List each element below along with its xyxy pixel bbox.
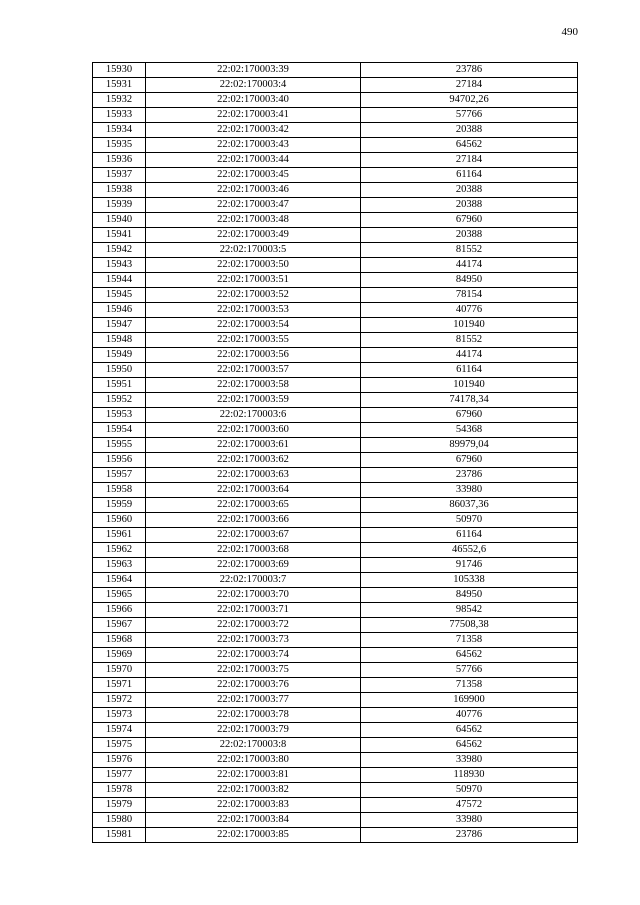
value-cell: 67960 <box>361 213 578 228</box>
row-number-cell: 15936 <box>93 153 146 168</box>
table-row <box>93 768 578 783</box>
value-cell: 47572 <box>361 798 578 813</box>
cadastral-number-cell: 22:02:170003:67 <box>146 528 361 543</box>
table-row <box>93 288 578 303</box>
cadastral-number-cell: 22:02:170003:46 <box>146 183 361 198</box>
cadastral-number-cell: 22:02:170003:83 <box>146 798 361 813</box>
value-cell: 33980 <box>361 753 578 768</box>
cadastral-number-cell: 22:02:170003:80 <box>146 753 361 768</box>
table-row <box>93 168 578 183</box>
value-cell: 81552 <box>361 333 578 348</box>
cadastral-number-cell: 22:02:170003:82 <box>146 783 361 798</box>
row-number-cell: 15952 <box>93 393 146 408</box>
table-row <box>93 468 578 483</box>
table-row <box>93 138 578 153</box>
table-row <box>93 528 578 543</box>
cadastral-number-cell: 22:02:170003:51 <box>146 273 361 288</box>
row-number-cell: 15960 <box>93 513 146 528</box>
cadastral-number-cell: 22:02:170003:64 <box>146 483 361 498</box>
table-row <box>93 753 578 768</box>
value-cell: 27184 <box>361 153 578 168</box>
cadastral-number-cell: 22:02:170003:79 <box>146 723 361 738</box>
value-cell: 20388 <box>361 123 578 138</box>
value-cell: 78154 <box>361 288 578 303</box>
table-row <box>93 813 578 828</box>
cadastral-number-cell: 22:02:170003:73 <box>146 633 361 648</box>
row-number-cell: 15943 <box>93 258 146 273</box>
value-cell: 64562 <box>361 138 578 153</box>
registry-table-body <box>93 63 578 843</box>
row-number-cell: 15965 <box>93 588 146 603</box>
row-number-cell: 15969 <box>93 648 146 663</box>
cadastral-number-cell: 22:02:170003:71 <box>146 603 361 618</box>
table-row <box>93 783 578 798</box>
cadastral-number-cell: 22:02:170003:75 <box>146 663 361 678</box>
table-row <box>93 603 578 618</box>
cadastral-number-cell: 22:02:170003:85 <box>146 828 361 843</box>
cadastral-number-cell: 22:02:170003:61 <box>146 438 361 453</box>
cadastral-number-cell: 22:02:170003:69 <box>146 558 361 573</box>
table-row <box>93 453 578 468</box>
table-row <box>93 483 578 498</box>
row-number-cell: 15934 <box>93 123 146 138</box>
value-cell: 50970 <box>361 513 578 528</box>
value-cell: 169900 <box>361 693 578 708</box>
cadastral-number-cell: 22:02:170003:39 <box>146 63 361 78</box>
table-row <box>93 648 578 663</box>
row-number-cell: 15939 <box>93 198 146 213</box>
row-number-cell: 15973 <box>93 708 146 723</box>
cadastral-number-cell: 22:02:170003:52 <box>146 288 361 303</box>
table-row <box>93 573 578 588</box>
table-row <box>93 78 578 93</box>
value-cell: 98542 <box>361 603 578 618</box>
table-row <box>93 498 578 513</box>
table-row <box>93 588 578 603</box>
table-row <box>93 693 578 708</box>
row-number-cell: 15961 <box>93 528 146 543</box>
table-row <box>93 378 578 393</box>
row-number-cell: 15951 <box>93 378 146 393</box>
cadastral-number-cell: 22:02:170003:47 <box>146 198 361 213</box>
value-cell: 91746 <box>361 558 578 573</box>
table-row <box>93 723 578 738</box>
row-number-cell: 15978 <box>93 783 146 798</box>
table-row <box>93 798 578 813</box>
row-number-cell: 15947 <box>93 318 146 333</box>
table-row <box>93 408 578 423</box>
table-row <box>93 273 578 288</box>
row-number-cell: 15975 <box>93 738 146 753</box>
cadastral-number-cell: 22:02:170003:40 <box>146 93 361 108</box>
row-number-cell: 15954 <box>93 423 146 438</box>
value-cell: 20388 <box>361 183 578 198</box>
table-row <box>93 228 578 243</box>
cadastral-number-cell: 22:02:170003:8 <box>146 738 361 753</box>
row-number-cell: 15967 <box>93 618 146 633</box>
value-cell: 40776 <box>361 708 578 723</box>
row-number-cell: 15971 <box>93 678 146 693</box>
table-row <box>93 393 578 408</box>
cadastral-number-cell: 22:02:170003:76 <box>146 678 361 693</box>
table-row <box>93 543 578 558</box>
value-cell: 23786 <box>361 468 578 483</box>
cadastral-number-cell: 22:02:170003:5 <box>146 243 361 258</box>
cadastral-number-cell: 22:02:170003:41 <box>146 108 361 123</box>
value-cell: 77508,38 <box>361 618 578 633</box>
cadastral-number-cell: 22:02:170003:59 <box>146 393 361 408</box>
cadastral-number-cell: 22:02:170003:81 <box>146 768 361 783</box>
row-number-cell: 15935 <box>93 138 146 153</box>
value-cell: 81552 <box>361 243 578 258</box>
row-number-cell: 15953 <box>93 408 146 423</box>
value-cell: 86037,36 <box>361 498 578 513</box>
table-row <box>93 558 578 573</box>
value-cell: 23786 <box>361 828 578 843</box>
table-row <box>93 678 578 693</box>
table-row <box>93 318 578 333</box>
value-cell: 101940 <box>361 318 578 333</box>
row-number-cell: 15937 <box>93 168 146 183</box>
table-row <box>93 738 578 753</box>
row-number-cell: 15977 <box>93 768 146 783</box>
cadastral-number-cell: 22:02:170003:65 <box>146 498 361 513</box>
row-number-cell: 15964 <box>93 573 146 588</box>
table-row <box>93 363 578 378</box>
row-number-cell: 15949 <box>93 348 146 363</box>
value-cell: 40776 <box>361 303 578 318</box>
cadastral-number-cell: 22:02:170003:84 <box>146 813 361 828</box>
row-number-cell: 15959 <box>93 498 146 513</box>
cadastral-number-cell: 22:02:170003:6 <box>146 408 361 423</box>
value-cell: 64562 <box>361 648 578 663</box>
value-cell: 20388 <box>361 228 578 243</box>
value-cell: 105338 <box>361 573 578 588</box>
value-cell: 44174 <box>361 348 578 363</box>
cadastral-number-cell: 22:02:170003:49 <box>146 228 361 243</box>
cadastral-number-cell: 22:02:170003:44 <box>146 153 361 168</box>
row-number-cell: 15980 <box>93 813 146 828</box>
row-number-cell: 15942 <box>93 243 146 258</box>
row-number-cell: 15968 <box>93 633 146 648</box>
cadastral-number-cell: 22:02:170003:48 <box>146 213 361 228</box>
row-number-cell: 15946 <box>93 303 146 318</box>
value-cell: 20388 <box>361 198 578 213</box>
value-cell: 61164 <box>361 363 578 378</box>
row-number-cell: 15945 <box>93 288 146 303</box>
table-row <box>93 243 578 258</box>
value-cell: 74178,34 <box>361 393 578 408</box>
row-number-cell: 15979 <box>93 798 146 813</box>
row-number-cell: 15948 <box>93 333 146 348</box>
table-row <box>93 108 578 123</box>
value-cell: 54368 <box>361 423 578 438</box>
cadastral-number-cell: 22:02:170003:68 <box>146 543 361 558</box>
value-cell: 46552,6 <box>361 543 578 558</box>
cadastral-number-cell: 22:02:170003:54 <box>146 318 361 333</box>
table-row <box>93 633 578 648</box>
value-cell: 67960 <box>361 408 578 423</box>
row-number-cell: 15966 <box>93 603 146 618</box>
row-number-cell: 15981 <box>93 828 146 843</box>
cadastral-number-cell: 22:02:170003:55 <box>146 333 361 348</box>
row-number-cell: 15963 <box>93 558 146 573</box>
row-number-cell: 15955 <box>93 438 146 453</box>
cadastral-number-cell: 22:02:170003:63 <box>146 468 361 483</box>
row-number-cell: 15972 <box>93 693 146 708</box>
value-cell: 71358 <box>361 678 578 693</box>
value-cell: 101940 <box>361 378 578 393</box>
cadastral-number-cell: 22:02:170003:72 <box>146 618 361 633</box>
row-number-cell: 15957 <box>93 468 146 483</box>
value-cell: 84950 <box>361 273 578 288</box>
row-number-cell: 15932 <box>93 93 146 108</box>
row-number-cell: 15933 <box>93 108 146 123</box>
cadastral-number-cell: 22:02:170003:74 <box>146 648 361 663</box>
value-cell: 50970 <box>361 783 578 798</box>
value-cell: 33980 <box>361 813 578 828</box>
registry-table <box>92 62 578 843</box>
cadastral-number-cell: 22:02:170003:66 <box>146 513 361 528</box>
row-number-cell: 15970 <box>93 663 146 678</box>
value-cell: 71358 <box>361 633 578 648</box>
cadastral-number-cell: 22:02:170003:43 <box>146 138 361 153</box>
row-number-cell: 15930 <box>93 63 146 78</box>
table-row <box>93 423 578 438</box>
table-row <box>93 348 578 363</box>
value-cell: 84950 <box>361 588 578 603</box>
cadastral-number-cell: 22:02:170003:50 <box>146 258 361 273</box>
table-row <box>93 183 578 198</box>
cadastral-number-cell: 22:02:170003:60 <box>146 423 361 438</box>
table-row <box>93 663 578 678</box>
cadastral-number-cell: 22:02:170003:53 <box>146 303 361 318</box>
row-number-cell: 15974 <box>93 723 146 738</box>
row-number-cell: 15950 <box>93 363 146 378</box>
value-cell: 61164 <box>361 528 578 543</box>
value-cell: 118930 <box>361 768 578 783</box>
row-number-cell: 15958 <box>93 483 146 498</box>
cadastral-number-cell: 22:02:170003:56 <box>146 348 361 363</box>
cadastral-number-cell: 22:02:170003:4 <box>146 78 361 93</box>
value-cell: 33980 <box>361 483 578 498</box>
table-row <box>93 93 578 108</box>
value-cell: 64562 <box>361 723 578 738</box>
table-row <box>93 708 578 723</box>
cadastral-number-cell: 22:02:170003:42 <box>146 123 361 138</box>
table-row <box>93 123 578 138</box>
table-row <box>93 213 578 228</box>
value-cell: 64562 <box>361 738 578 753</box>
row-number-cell: 15956 <box>93 453 146 468</box>
cadastral-number-cell: 22:02:170003:7 <box>146 573 361 588</box>
table-row <box>93 438 578 453</box>
cadastral-number-cell: 22:02:170003:45 <box>146 168 361 183</box>
row-number-cell: 15976 <box>93 753 146 768</box>
cadastral-number-cell: 22:02:170003:77 <box>146 693 361 708</box>
row-number-cell: 15941 <box>93 228 146 243</box>
value-cell: 67960 <box>361 453 578 468</box>
cadastral-number-cell: 22:02:170003:58 <box>146 378 361 393</box>
table-row <box>93 198 578 213</box>
row-number-cell: 15944 <box>93 273 146 288</box>
cadastral-number-cell: 22:02:170003:57 <box>146 363 361 378</box>
value-cell: 57766 <box>361 108 578 123</box>
table-row <box>93 828 578 843</box>
cadastral-number-cell: 22:02:170003:78 <box>146 708 361 723</box>
table-row <box>93 333 578 348</box>
value-cell: 94702,26 <box>361 93 578 108</box>
cadastral-number-cell: 22:02:170003:70 <box>146 588 361 603</box>
value-cell: 57766 <box>361 663 578 678</box>
row-number-cell: 15940 <box>93 213 146 228</box>
table-row <box>93 303 578 318</box>
table-row <box>93 258 578 273</box>
table-row <box>93 153 578 168</box>
value-cell: 89979,04 <box>361 438 578 453</box>
page-number: 490 <box>561 26 578 38</box>
value-cell: 61164 <box>361 168 578 183</box>
row-number-cell: 15931 <box>93 78 146 93</box>
value-cell: 27184 <box>361 78 578 93</box>
row-number-cell: 15962 <box>93 543 146 558</box>
row-number-cell: 15938 <box>93 183 146 198</box>
cadastral-number-cell: 22:02:170003:62 <box>146 453 361 468</box>
table-row <box>93 618 578 633</box>
value-cell: 44174 <box>361 258 578 273</box>
table-row <box>93 63 578 78</box>
table-row <box>93 513 578 528</box>
value-cell: 23786 <box>361 63 578 78</box>
